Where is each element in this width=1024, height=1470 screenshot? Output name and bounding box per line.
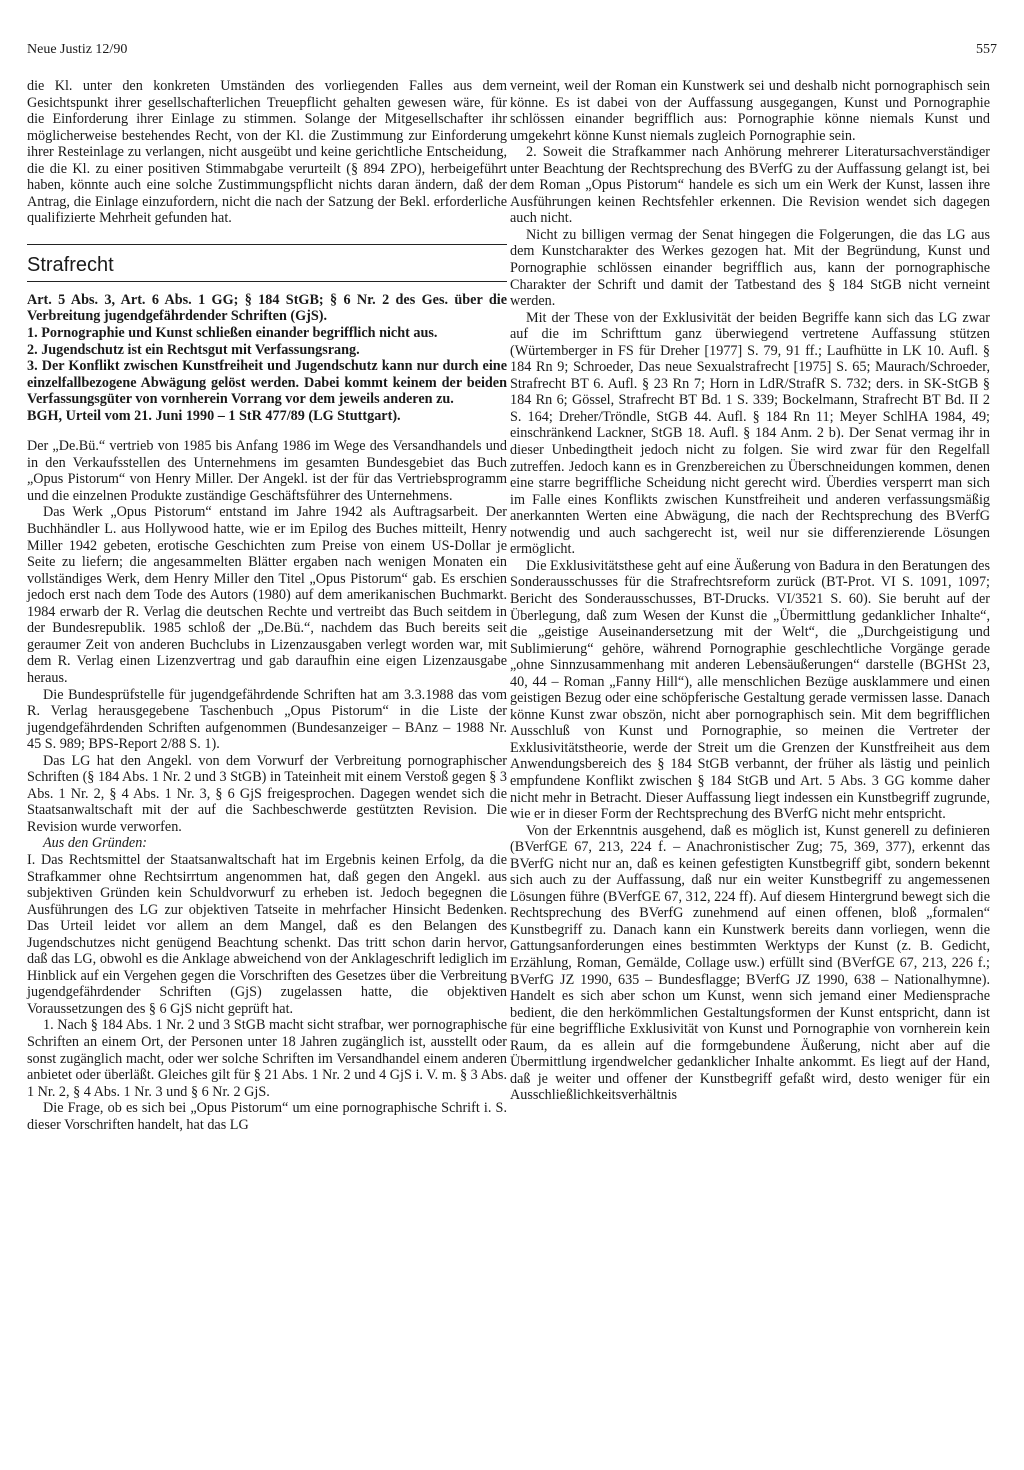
body-paragraph: Von der Erkenntnis ausgehend, daß es möglich ist, Kunst generell zu definieren (BVerfGE 67, 213, 224 f. – Anachronistischer Zug; 75, 369, 377), erkennt das BVerfG nicht nur an, daß es keinen gefestigten Kunstbegriff gibt, sondern bekennt sich auch zu der Auffassung, daß nur ein weiter Kunstbegriff zu angemessenen Lösungen führe (BVerfGE 67, 312, 224 ff). Auf diesem Hintergrund bewegt sich die Rechtsprechung des BVerfG zunehmend auf einen offenen, bloß „formalen“ Kunstbegriff zu. Danach kann ein Kunstwerk bereits dann vorliegen, wenn die Gattungsanforderungen eines bestimmten Werktyps der Kunst (z. B. Gedicht, Erzählung, Roman, Gemälde, Collage usw.) erfüllt sind (BVerfGE 67, 213, 226 f.; BVerfG JZ 1990, 635 – Bundesflagge; BVerfG JZ 1990, 638 – Nationalhymne). Handelt es sich aber schon um Kunst, wenn sich jemand einer Mediensprache bedient, die den herkömmlichen Gestaltungsformen der Kunst entspricht, dann ist für eine begriffliche Exklusivität von Kunst und Pornographie von vornherein kein Raum, da es allein auf die formgebundene Äußerung, nicht aber auf die Übermittlung irgendwelcher gedanklicher Inhalte ankommt. Es liegt auf der Hand, daß je weiter und offener der Kunstbegriff gefaßt wird, desto weniger für ein Ausschließlichkeitsverhältnis: [510, 822, 990, 1104]
section-title: Strafrecht: [27, 253, 114, 276]
continued-paragraph: die Kl. unter den konkreten Umständen des vorliegenden Falles aus dem Gesichtspunkt ihrer gesellschafterlichen Treuepflicht gehalten gewesen wäre, für die Einforderung ihrer Einlage zu stimmen. Solange der Mitgesellschafter ihr möglicherweise bestehendes Recht, von der Kl. die Zustimmung zur Einforderung ihrer Resteinlage zu verlangen, nicht ausgeübt und keine gerichtliche Entscheidung, die die Kl. zu einer positiven Stimmabgabe verurteilt (§ 894 ZPO), herbeigeführt haben, könnte auch eine solche Zustimmungspflicht nichts daran ändern, daß der Antrag, die Einlage einzufordern, nicht die nach der Satzung der Bekl. erforderliche qualifizierte Mehrheit gefunden hat.: [27, 78, 507, 227]
grounds-paragraph: I. Das Rechtsmittel der Staatsanwaltschaft hat im Ergebnis keinen Erfolg, da die Strafkammer ohne Rechtsirrtum angenommen hat, daß gegen den Angekl. aus subjektiven Gründen kein Schuldvorwurf zu erheben ist. Jedoch begegnen die Ausführungen des LG zur objektiven Tatseite in mehrfacher Hinsicht Bedenken. Das Urteil leidet vor allem an dem Mangel, daß es den Belangen des Jugendschutzes nicht genügend Beachtung schenkt. Das tritt schon darin hervor, daß das LG, obwohl es die Anklage abweichend von der Anklageschrift lediglich im Hinblick auf ein Vergehen gegen die Vorschriften des Gesetzes über die Verbreitung jugendgefährdender Schriften (GjS) zugelassen hatte, die objektiven Voraussetzungen des § 6 GjS nicht geprüft hat.: [27, 851, 507, 1017]
section-rule-top: [27, 244, 507, 245]
page-number: 557: [976, 42, 997, 57]
right-column: [510, 78, 990, 1104]
journal-issue: Neue Justiz 12/90: [27, 42, 128, 57]
headnote-point-2: 2. Jugendschutz ist ein Rechtsgut mit Verfassungsrang.: [27, 341, 360, 358]
body-paragraph: verneint, weil der Roman ein Kunstwerk sei und deshalb nicht pornographisch sein könne. Es ist dabei von der Auffassung ausgegangen, Kunst und Pornographie schlössen einander begrifflich aus: Pornographie könne niemals Kunst und umgekehrt könne Kunst niemals zugleich Pornographie sein.: [510, 78, 990, 144]
facts-paragraph: Die Bundesprüfstelle für jugendgefährdende Schriften hat am 3.3.1988 das vom R. Verlag herausgegebene Taschenbuch „Opus Pistorum“ in die Liste der jugendgefährdenden Schriften aufgenommen (Bundesanzeiger – BAnz – 1988 Nr. 45 S. 989; BPS-Report 2/88 S. 1).: [27, 686, 507, 753]
grounds-paragraph: Die Frage, ob es sich bei „Opus Pistorum“ um eine pornographische Schrift i. S. dieser Vorschriften handelt, hat das LG: [27, 1100, 507, 1133]
grounds-heading: Aus den Gründen:: [43, 835, 148, 852]
facts-paragraph: Das LG hat den Angekl. von dem Vorwurf der Verbreitung pornographischer Schriften (§ 184 Abs. 1 Nr. 2 und 3 StGB) in Tateinheit mit einem Verstoß gegen § 3 Abs. 1 Nr. 2, § 4 Abs. 1 Nr. 3, § 6 GjS freigesprochen. Dagegen wendet sich die Staatsanwaltschaft mit der auf die Sachbeschwerde gestützten Revision. Die Revision wurde verworfen.: [27, 752, 507, 835]
body-paragraph: Mit der These von der Exklusivität der beiden Begriffe kann sich das LG zwar auf die im Schrifttum ganz überwiegend vertretene Auffassung stützen (Würtemberger in FS für Dreher [1977] S. 79, 91 ff.; Laufhütte in LK 10. Aufl. § 184 Rn 9; Schroeder, Das neue Sexualstrafrecht [1975] S. 65; Maurach/Schroeder, Strafrecht BT 6. Aufl. § 23 Rn 7; Horn in LdR/StrafR S. 732; ders. in SK-StGB § 184 Rn 6; Gössel, Strafrecht BT Bd. 1 S. 339; Bockelmann, Strafrecht BT Bd. II 2 S. 164; Dreher/Tröndle, StGB 44. Aufl. § 184 Rn 11; Meyer SchlHA 1984, 49; einschränkend Lackner, StGB 18. Aufl. § 184 Anm. 2 b). Der Senat vermag ihr in dieser Unbedingtheit jedoch nicht zu folgen. Sie wird zwar für den Regelfall zutreffen. Jedoch kann es in Grenzbereichen zu Überschneidungen kommen, denen eine starre begriffliche Scheidung nicht gerecht wird. Überdies versperrt man sich im Falle eines Konflikts zwischen Kunstfreiheit und anderen verfassungsmäßig anerkannten Werten eine Abwägung, die nach der Rechtsprechung des BVerfG notwendig und auch sachgerecht ist, weil nur sie differenzierende Lösungen ermöglicht.: [510, 309, 990, 558]
facts-paragraph: Das Werk „Opus Pistorum“ entstand im Jahre 1942 als Auftragsarbeit. Der Buchhändler L. aus Hollywood hatte, wie er im Epilog des Buches mitteilt, Henry Miller 1942 gebeten, erotische Geschichten zum Preise von einem US-Dollar je Seite zu liefern; die angesammelten Blätter ergaben nach wenigen Monaten ein vollständiges Werk, dem Henry Miller den Titel „Opus Pistorum“ gab. Es erschien jedoch erst nach dem Tode des Autors (1980) auf dem amerikanischen Buchmarkt. 1984 erwarb der R. Verlag die deutschen Rechte und vertreibt das Buch seitdem in der Bundesrepublik. 1985 schloß der „De.Bü.“, nachdem das Buch bereits seit geraumer Zeit von anderen Buchclubs in Lizenzausgaben verlegt worden war, mit dem R. Verlag einen Lizenzvertrag und gab daraufhin eine eigen Lizenzausgabe heraus.: [27, 504, 507, 686]
headnote-point-3: 3. Der Konflikt zwischen Kunstfreiheit und Jugendschutz kann nur durch eine einzelfallbezogene Abwägung gelöst werden. Dabei kommt keinem der beiden Verfassungsgüter von vornherein Vorrang vor dem jeweils anderen zu.: [27, 358, 507, 408]
headnote-statutes: Art. 5 Abs. 3, Art. 6 Abs. 1 GG; § 184 StGB; § 6 Nr. 2 des Ges. über die Verbreitung jugendgefährdender Schriften (GjS).: [27, 291, 507, 325]
headnote-point-1: 1. Pornographie und Kunst schließen einander begrifflich nicht aus.: [27, 325, 438, 342]
facts-paragraph: Der „De.Bü.“ vertrieb von 1985 bis Anfang 1986 im Wege des Versandhandels und in den Verkaufsstellen des Unternehmens im gesamten Bundesgebiet das Buch „Opus Pistorum“ von Henry Miller. Der Angekl. ist der für das Vertriebsprogramm und die einzelnen Produkte zuständige Geschäftsführer des Unternehmens.: [27, 438, 507, 504]
running-head: [27, 42, 997, 62]
section-rule-bottom: [27, 281, 507, 282]
left-column: [27, 78, 507, 1133]
grounds-paragraph: 1. Nach § 184 Abs. 1 Nr. 2 und 3 StGB macht sicht strafbar, wer pornographische Schriften an einem Ort, der Personen unter 18 Jahren zugänglich ist, ausstellt oder sonst zugänglich macht, oder wer solche Schriften im Versandhandel einem anderen anbietet oder überläßt. Gleiches gilt für § 21 Abs. 1 Nr. 2 und 4 GjS i. V. m. § 3 Abs. 1 Nr. 2, § 4 Abs. 1 Nr. 3 und § 6 Nr. 2 GjS.: [27, 1017, 507, 1100]
body-paragraph: Die Exklusivitätsthese geht auf eine Äußerung von Badura in den Beratungen des Sonderausschusses für die Strafrechtsreform zurück (BT-Prot. VI S. 1091, 1097; Bericht des Sonderausschusses, BT-Drucks. VI/3521 S. 60). Sie beruht auf der Überlegung, daß zum Wesen der Kunst die „Übermittlung gedanklicher Inhalte“, die „geistige Auseinandersetzung mit der Welt“, die „Durchgeistigung und Sublimierung“ gehöre, während Pornographie geschlechtliche Vorgänge gerade „ohne Sinnzusammenhang mit anderen Lebensäußerungen“ darstelle (BGHSt 23, 40, 44 – Roman „Fanny Hill“), alle menschlichen Bezüge ausklammere und einen geistigen Bezug oder eine schöpferische Gestaltung gerade vermissen lasse. Danach könne Kunst zwar obszön, nicht aber pornographisch sein. Mit dem begrifflichen Ausschluß von Kunst und Pornographie, so meinen die Vertreter der Exklusivitätstheorie, werde der Streit um die Grenzen der Kunstfreiheit aus dem Anwendungsbereich des § 184 StGB verbannt, der früher als lästig und peinlich empfundene Konflikt zwischen § 184 StGB und Art. 5 Abs. 3 GG komme daher nicht mehr in Betracht. Dieser Auffassung liegt indessen ein Kunstbegriff zugrunde, wie er in dieser Form der Rechtsprechung des BVerfG nicht mehr entspricht.: [510, 557, 990, 823]
case-facts: [27, 438, 507, 835]
headnote-citation: BGH, Urteil vom 21. Juni 1990 – 1 StR 477/89 (LG Stuttgart).: [27, 407, 401, 424]
body-paragraph: Nicht zu billigen vermag der Senat hingegen die Folgerungen, die das LG aus dem Kunstcharakter des Werkes gezogen hat. Mit der Begründung, Kunst und Pornographie schlössen einander begrifflich aus, kann der pornographische Charakter der Schrift und damit der Tatbestand des § 184 StGB nicht verneint werden.: [510, 226, 990, 310]
body-paragraph: 2. Soweit die Strafkammer nach Anhörung mehrerer Literatursachverständiger unter Beachtung der Rechtsprechung des BVerfG zu der Auffassung gelangt ist, bei dem Roman „Opus Pistorum“ handele es sich um ein Werk der Kunst, lassen ihre Ausführungen keinen Rechtsfehler erkennen. Die Revision wendet sich dagegen auch nicht.: [510, 144, 990, 227]
headnote: [27, 292, 507, 424]
